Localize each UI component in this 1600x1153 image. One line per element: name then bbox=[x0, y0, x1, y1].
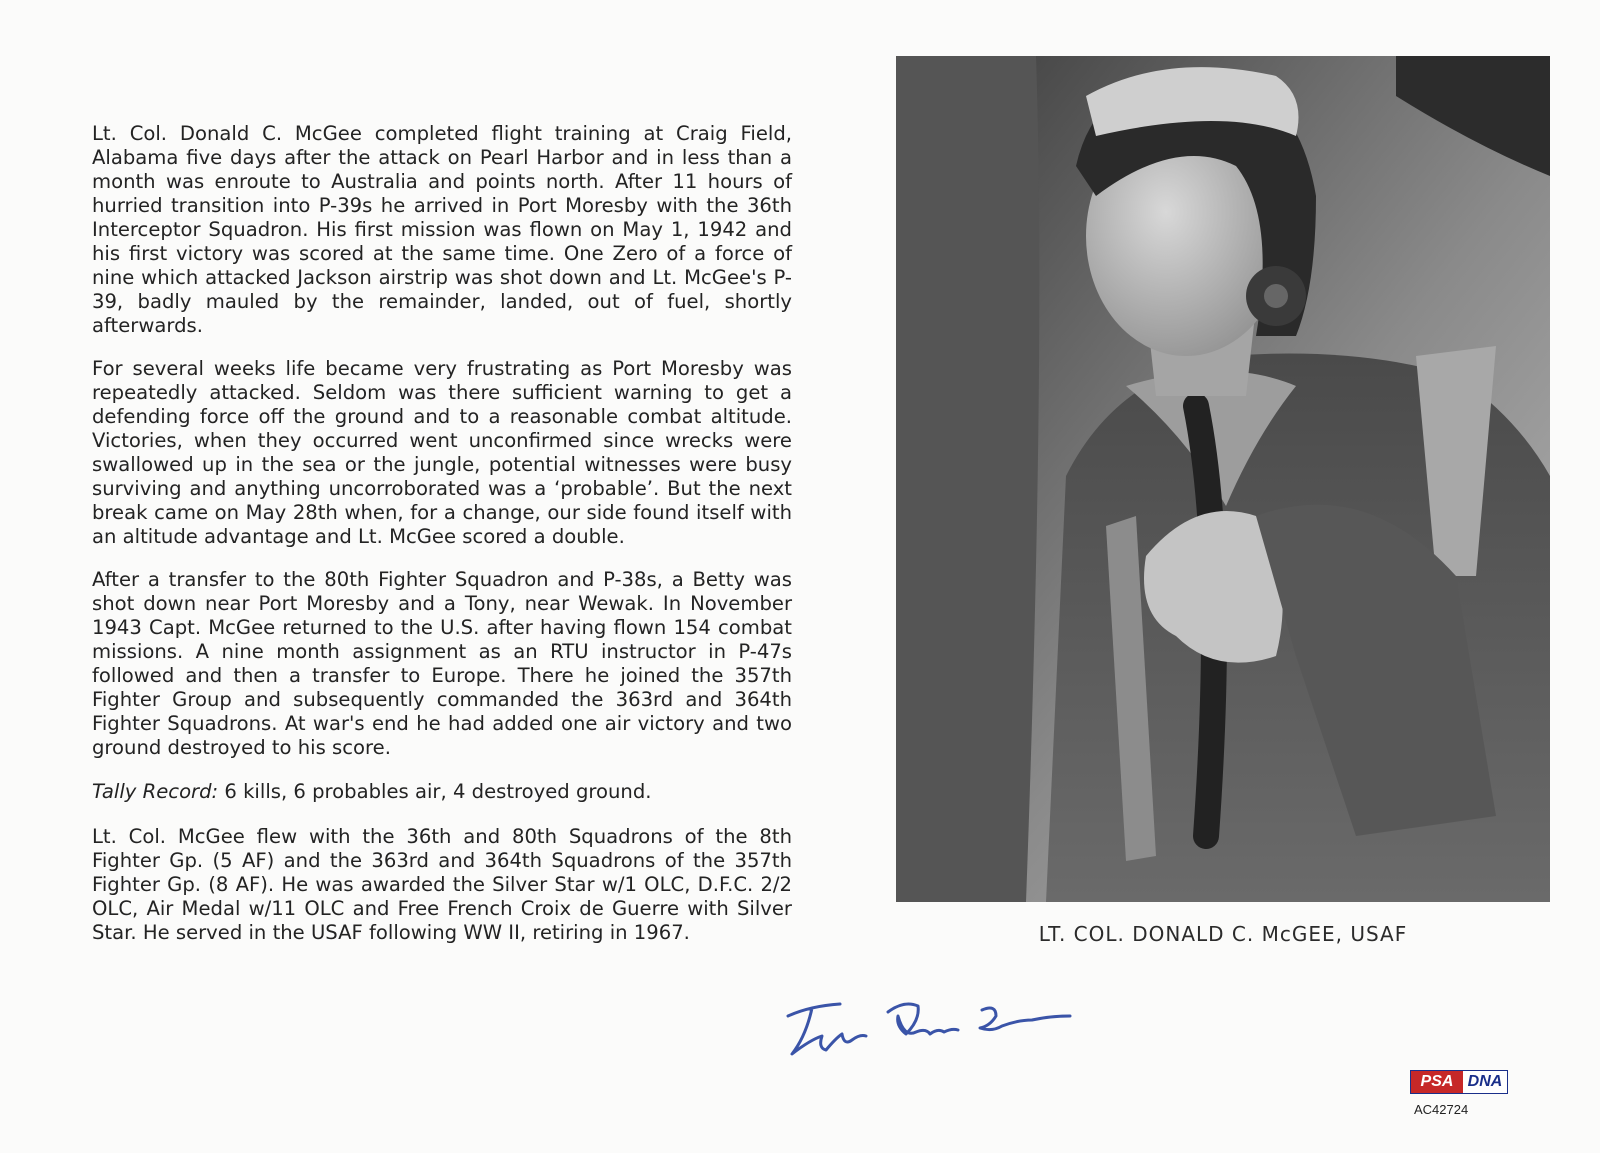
tally-record-label: Tally Record: bbox=[92, 780, 219, 803]
biography-closing-paragraph: Lt. Col. McGee flew with the 36th and 80th Squadrons of the 8th Fighter Gp. (5 AF) and the 363rd and 364th Squadrons of the 357th Fighter Gp. (8 AF). He was awarded the Silver Star w/1 OLC, D.F.C. 2/2 OLC, Air Medal w/11 OLC and Free French Croix de Guerre with Silver Star. He served in the USAF following WW II, retiring in 1967. bbox=[92, 825, 792, 944]
biography-text bbox=[92, 122, 792, 964]
biography-paragraph-1: Lt. Col. Donald C. McGee completed flight training at Craig Field, Alabama five days after the attack on Pearl Harbor and in less than a month was enroute to Australia and points north. After 11 hours of hurried transition into P-39s he arrived in Port Moresby with the 36th Interceptor Squadron. His first mission was flown on May 1, 1942 and his first victory was scored at the same time. One Zero of a force of nine which attacked Jackson airstrip was shot down and Lt. McGee's P-39, badly mauled by the remainder, landed, out of fuel, shortly afterwards. bbox=[92, 122, 792, 337]
tally-record-text: 6 kills, 6 probables air, 4 destroyed ground. bbox=[218, 780, 652, 803]
biography-paragraph-3: After a transfer to the 80th Fighter Squadron and P-38s, a Betty was shot down near Port Moresby and a Tony, near Wewak. In November 1943 Capt. McGee returned to the U.S. after having flown 154 combat missions. A nine month assignment as an RTU instructor in P-47s followed and then a transfer to Europe. There he joined the 357th Fighter Group and subsequently commanded the 363rd and 364th Fighter Squadrons. At war's end he had added one air victory and two ground destroyed to his score. bbox=[92, 568, 792, 759]
psa-dna-logo bbox=[1410, 1070, 1508, 1094]
biography-paragraph-2: For several weeks life became very frustrating as Port Moresby was repeatedly attacked. Seldom was there sufficient warning to get a defending force off the ground and to a reasonable combat altitude. Victories, when they occurred went unconfirmed since wrecks were swallowed up in the sea or the jungle, potential witnesses were busy surviving and anything uncorroborated was a ‘probable’. But the next break came on May 28th when, for a change, our side found itself with an altitude advantage and Lt. McGee scored a double. bbox=[92, 357, 792, 548]
pilot-portrait-illustration bbox=[896, 56, 1550, 902]
certificate-number: AC42724 bbox=[1414, 1102, 1469, 1117]
psa-logo-text: PSA bbox=[1411, 1071, 1463, 1093]
dna-logo-text: DNA bbox=[1463, 1071, 1507, 1093]
tally-record bbox=[92, 780, 792, 804]
pilot-portrait-photo bbox=[896, 56, 1550, 902]
handwritten-signature bbox=[770, 976, 1090, 1066]
photo-caption: LT. COL. DONALD C. McGEE, USAF bbox=[1038, 922, 1408, 946]
